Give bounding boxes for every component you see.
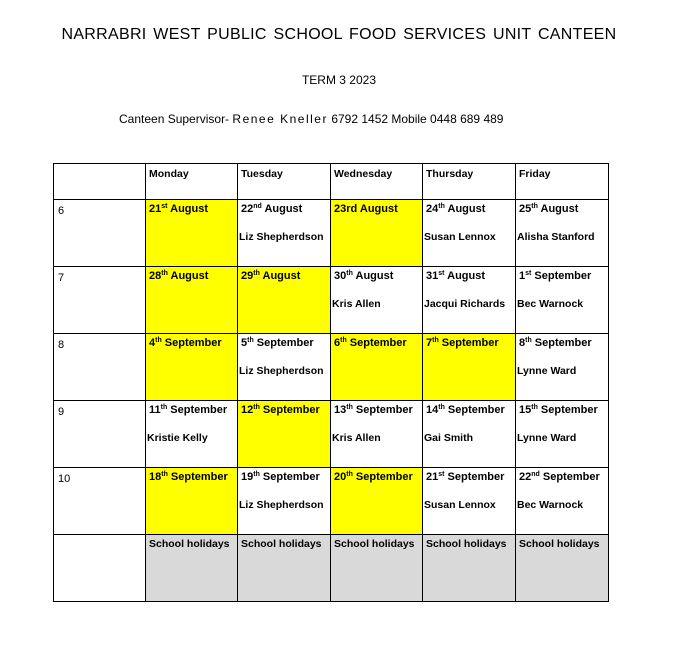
day-cell (238, 468, 331, 535)
day-cell (331, 200, 423, 267)
volunteer-name: Gai Smith (424, 432, 474, 444)
day-cell (423, 334, 516, 401)
day-cell (146, 267, 238, 334)
day-cell (516, 334, 609, 401)
day-cell (516, 200, 609, 267)
date-label: 7th September (426, 337, 499, 349)
holiday-label: School holidays (241, 538, 322, 550)
date-label: 5th September (241, 337, 314, 349)
date-label: 20th September (334, 471, 413, 483)
roster-table (53, 163, 609, 602)
week-number-cell (54, 334, 146, 401)
holiday-label: School holidays (334, 538, 415, 550)
date-label: 22nd August (241, 203, 303, 215)
day-header: Thursday (423, 164, 516, 200)
date-label: 29th August (241, 270, 301, 282)
volunteer-name: Liz Shepherdson (239, 499, 324, 511)
week-number: 9 (58, 406, 65, 418)
holiday-label: School holidays (426, 538, 507, 550)
holiday-label: School holidays (149, 538, 230, 550)
week-number: 10 (58, 473, 71, 485)
volunteer-name: Jacqui Richards (424, 298, 506, 310)
term-label: TERM 3 2023 (301, 73, 377, 87)
holiday-cell (423, 535, 516, 602)
date-label: 23rd August (334, 203, 398, 215)
day-cell (423, 468, 516, 535)
date-label: 24th August (426, 203, 486, 215)
day-cell (238, 267, 331, 334)
date-label: 22nd September (519, 471, 600, 483)
day-cell (331, 267, 423, 334)
date-label: 30th August (334, 270, 394, 282)
date-label: 6th September (334, 337, 407, 349)
table-row (54, 200, 609, 267)
day-cell (146, 200, 238, 267)
day-cell (146, 468, 238, 535)
day-cell (516, 267, 609, 334)
week-number-cell (54, 401, 146, 468)
supervisor-line (119, 112, 503, 126)
table-row (54, 334, 609, 401)
supervisor-label: Canteen Supervisor- (119, 112, 230, 126)
week-number: 6 (58, 205, 65, 217)
volunteer-name: Kris Allen (332, 432, 381, 444)
day-cell (146, 334, 238, 401)
holiday-cell (331, 535, 423, 602)
date-label: 18th September (149, 471, 228, 483)
day-cell (516, 468, 609, 535)
date-label: 25th August (519, 203, 579, 215)
supervisor-phone: 6792 1452 Mobile 0448 689 489 (331, 112, 504, 126)
day-header: Monday (146, 164, 238, 200)
date-label: 11th September (149, 404, 228, 416)
week-number-cell (54, 468, 146, 535)
date-label: 4th September (149, 337, 222, 349)
date-label: 21st September (426, 471, 505, 483)
date-label: 8th September (519, 337, 592, 349)
supervisor-name: Renee Kneller (232, 112, 328, 126)
day-cell (146, 401, 238, 468)
date-label: 19th September (241, 471, 320, 483)
holiday-cell (516, 535, 609, 602)
volunteer-name: Lynne Ward (517, 365, 577, 377)
volunteer-name: Liz Shepherdson (239, 365, 324, 377)
week-number-cell (54, 267, 146, 334)
week-number: 8 (58, 339, 65, 351)
day-cell (423, 267, 516, 334)
table-row (54, 401, 609, 468)
day-cell (238, 401, 331, 468)
date-label: 1st September (519, 270, 592, 282)
day-cell (238, 334, 331, 401)
date-label: 28th August (149, 270, 209, 282)
date-label: 21st August (149, 203, 209, 215)
volunteer-name: Susan Lennox (424, 231, 496, 243)
volunteer-name: Susan Lennox (424, 499, 496, 511)
day-cell (331, 401, 423, 468)
header-row (54, 164, 609, 200)
day-cell (331, 334, 423, 401)
date-label: 31st August (426, 270, 486, 282)
volunteer-name: Kris Allen (332, 298, 381, 310)
volunteer-name: Lynne Ward (517, 432, 577, 444)
volunteer-name: Liz Shepherdson (239, 231, 324, 243)
date-label: 13th September (334, 404, 413, 416)
day-cell (423, 200, 516, 267)
day-header: Friday (516, 164, 609, 200)
week-number-cell (54, 535, 146, 602)
volunteer-name: Bec Warnock (517, 298, 584, 310)
holiday-label: School holidays (519, 538, 600, 550)
holiday-cell (146, 535, 238, 602)
page-title: NARRABRI WEST PUBLIC SCHOOL FOOD SERVICES UNIT CANTEEN (61, 26, 617, 43)
date-label: 15th September (519, 404, 598, 416)
date-label: 14th September (426, 404, 505, 416)
volunteer-name: Bec Warnock (517, 499, 584, 511)
day-cell (331, 468, 423, 535)
holiday-cell (238, 535, 331, 602)
corner-cell (54, 164, 146, 200)
day-cell (423, 401, 516, 468)
day-header: Wednesday (331, 164, 423, 200)
week-number-cell (54, 200, 146, 267)
holiday-row (54, 535, 609, 602)
table-row (54, 267, 609, 334)
table-row (54, 468, 609, 535)
day-cell (238, 200, 331, 267)
volunteer-name: Kristie Kelly (147, 432, 208, 444)
day-cell (516, 401, 609, 468)
week-number: 7 (58, 272, 65, 284)
volunteer-name: Alisha Stanford (517, 231, 595, 243)
day-header: Tuesday (238, 164, 331, 200)
date-label: 12th September (241, 404, 320, 416)
